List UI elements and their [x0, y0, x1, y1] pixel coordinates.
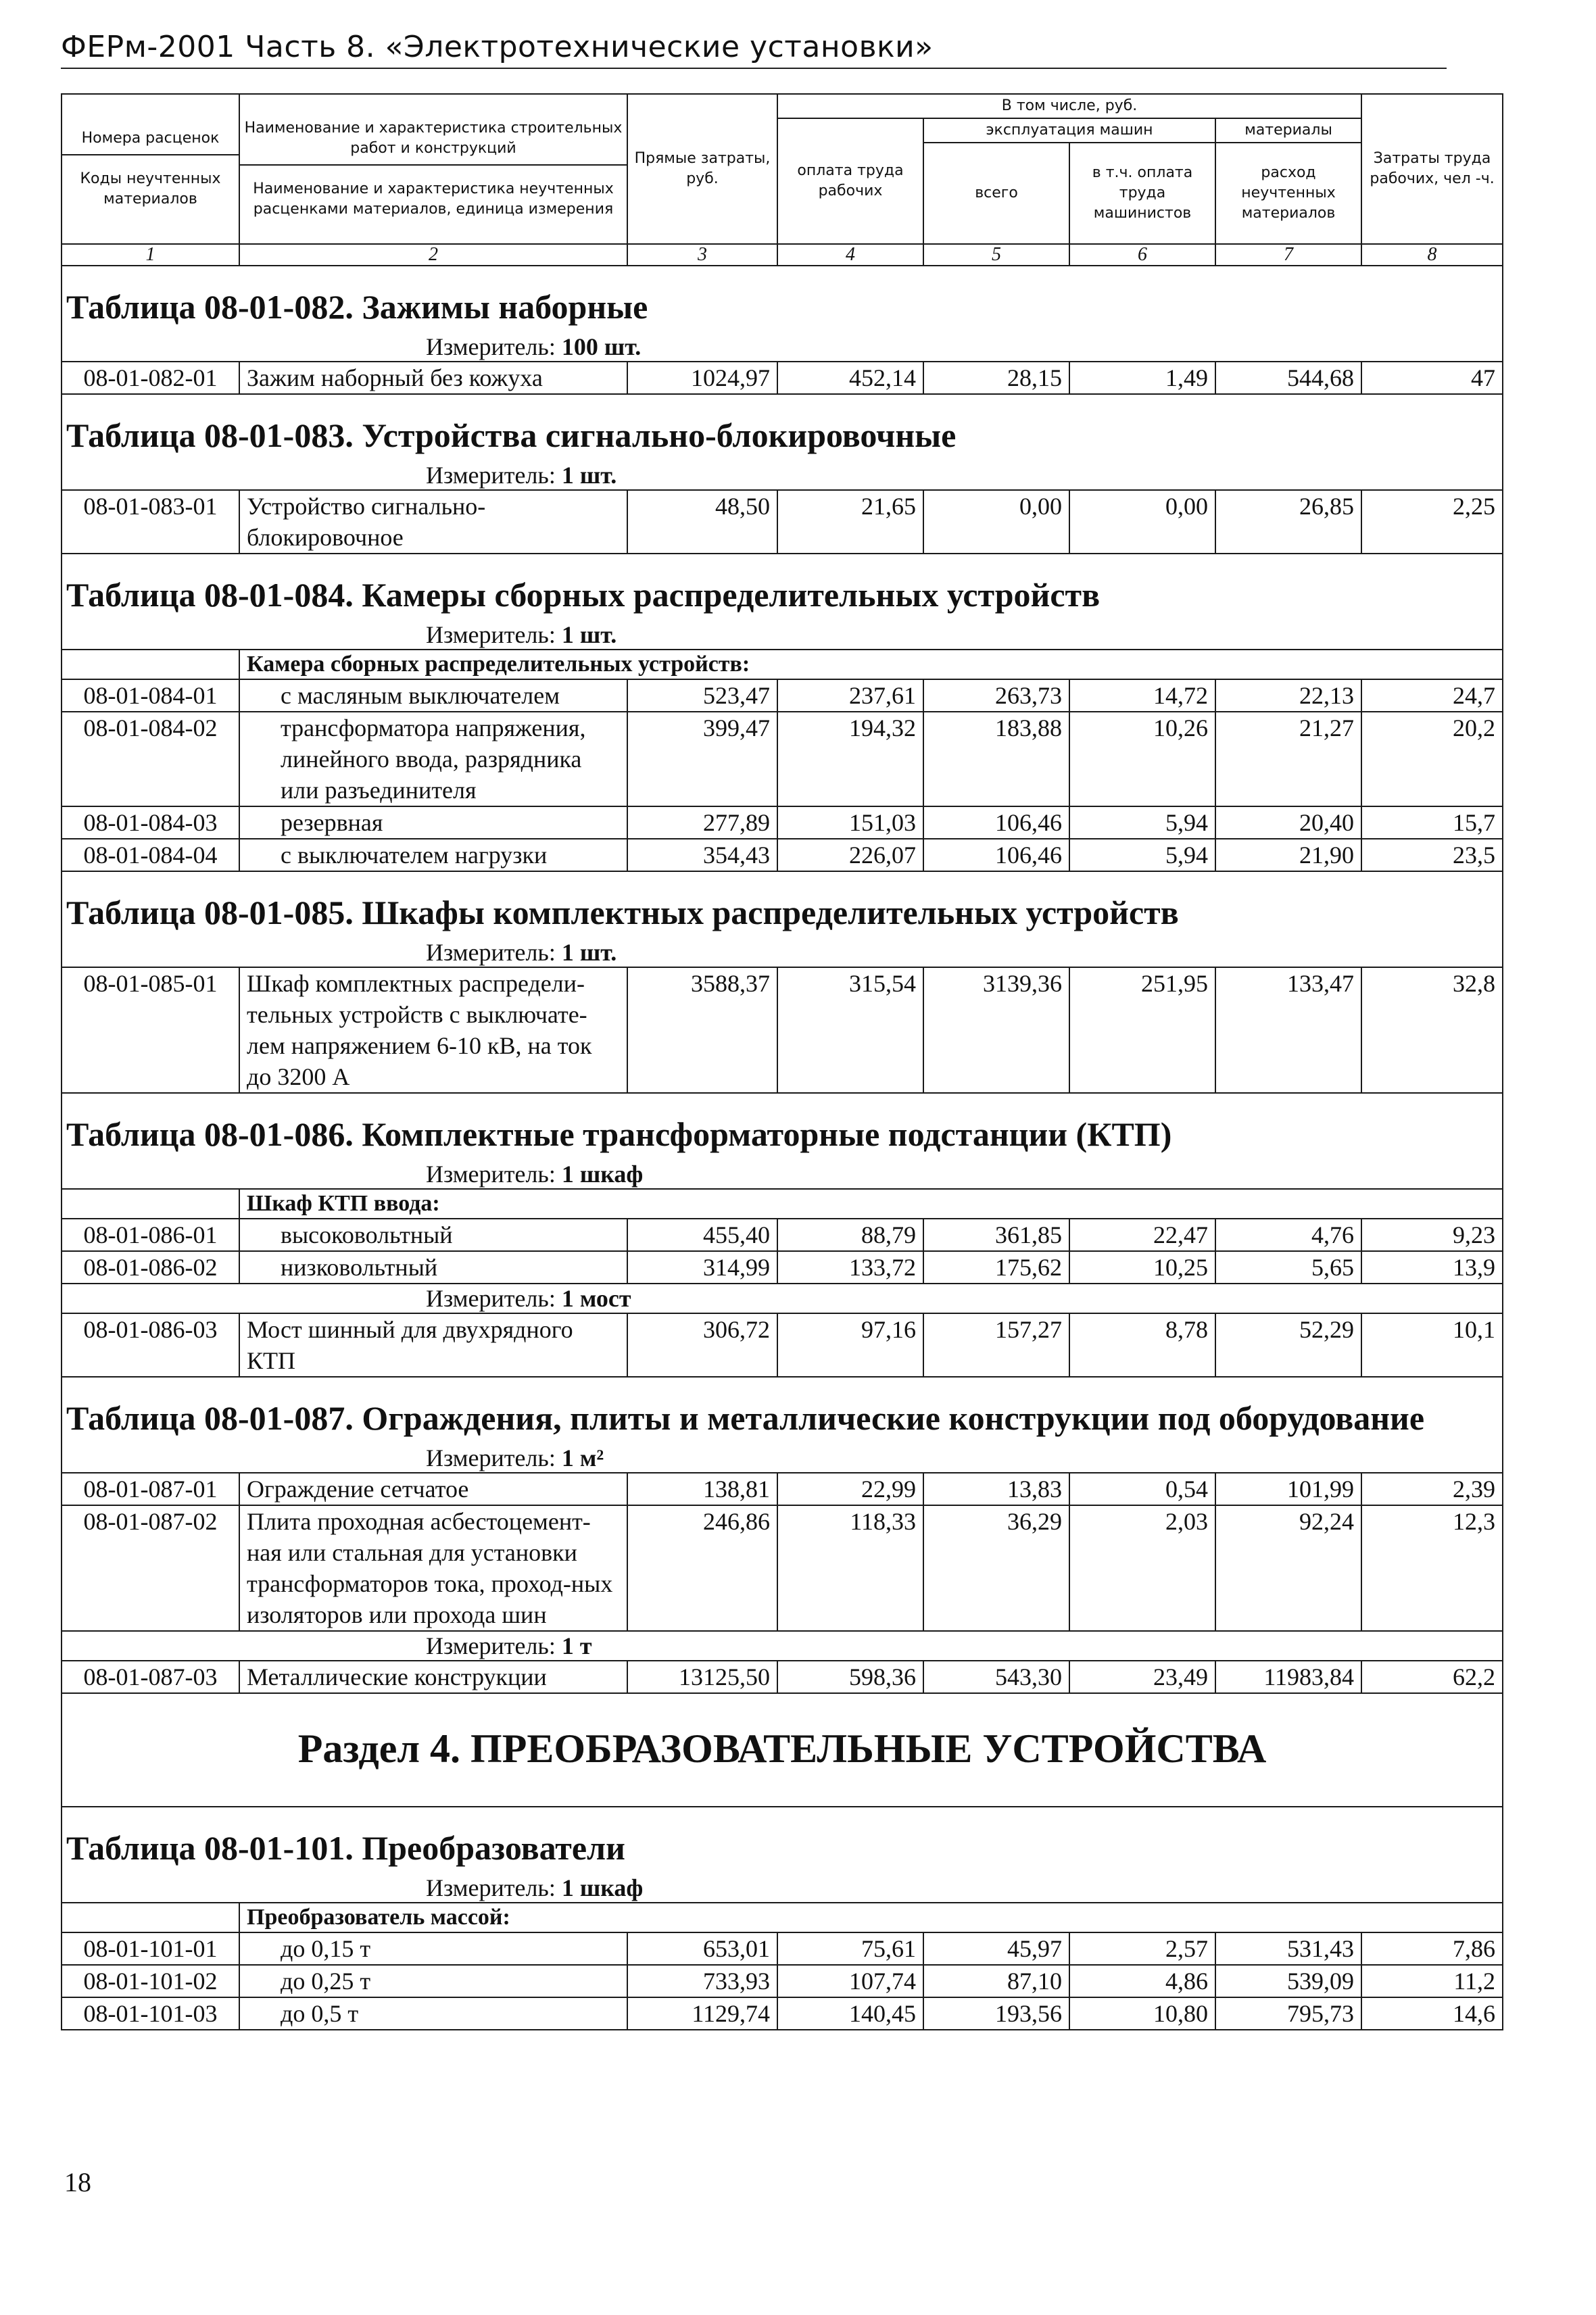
rate-value: 133,72: [777, 1251, 923, 1284]
meter-unit: 1 мост: [561, 1285, 631, 1312]
rate-value: 531,43: [1215, 1932, 1361, 1965]
meter-unit: 1 шт.: [561, 939, 617, 966]
rate-value: 306,72: [627, 1313, 777, 1377]
rate-value: 2,57: [1069, 1932, 1215, 1965]
rate-value: 151,03: [777, 806, 923, 839]
rate-value: 11983,84: [1215, 1661, 1361, 1693]
rate-value: 52,29: [1215, 1313, 1361, 1377]
meter-unit: 1 шкаф: [561, 1161, 644, 1188]
rate-value: 138,81: [627, 1473, 777, 1505]
meter-cell: [239, 1631, 1503, 1661]
rate-value: 36,29: [923, 1505, 1069, 1631]
rate-value: 26,85: [1215, 490, 1361, 554]
rate-value: 9,23: [1361, 1219, 1503, 1251]
rate-value: 543,30: [923, 1661, 1069, 1693]
rate-value: 2,03: [1069, 1505, 1215, 1631]
rate-value: 24,7: [1361, 679, 1503, 712]
rate-value: 314,99: [627, 1251, 777, 1284]
group-spacer: [62, 1903, 239, 1932]
rate-value: 523,47: [627, 679, 777, 712]
column-number: 8: [1361, 244, 1503, 266]
rate-value: 32,8: [1361, 967, 1503, 1093]
rate-code: 08-01-101-03: [62, 1997, 239, 2030]
rate-name: Устройство сигнально-блокировочное: [239, 490, 627, 554]
rate-value: 263,73: [923, 679, 1069, 712]
meter-spacer: [62, 1284, 239, 1313]
rate-code: 08-01-101-02: [62, 1965, 239, 1997]
rate-value: 21,65: [777, 490, 923, 554]
page-header: [61, 27, 1447, 69]
rate-value: 226,07: [777, 839, 923, 871]
table-row: [62, 1313, 1503, 1377]
rate-value: 107,74: [777, 1965, 923, 1997]
rate-value: 2,39: [1361, 1473, 1503, 1505]
rate-value: 361,85: [923, 1219, 1069, 1251]
column-number: 3: [627, 244, 777, 266]
column-number: 7: [1215, 244, 1361, 266]
meter-label: Измеритель:: [426, 333, 556, 360]
group-title: Камера сборных распределительных устройств:: [239, 650, 1503, 679]
rate-name: Шкаф комплектных распредели-тельных устройств с выключате-лем напряжением 6-10 кВ, на ток до 3200 А: [239, 967, 627, 1093]
meter-unit: 1 шт.: [561, 621, 617, 648]
meter-spacer: [62, 1160, 239, 1189]
rate-value: 22,47: [1069, 1219, 1215, 1251]
meter-label: Измеритель:: [426, 1444, 556, 1471]
table-title-row: [62, 871, 1503, 938]
header-work-name: Наименование и характеристика строительных работ и конструкций: [244, 120, 623, 157]
meter-gap: [556, 1444, 562, 1471]
rate-name: с выключателем нагрузки: [239, 839, 627, 871]
rate-value: 10,26: [1069, 712, 1215, 806]
header-rate-number: Номера расценок: [81, 130, 220, 147]
rate-name: резервная: [239, 806, 627, 839]
rate-code: 08-01-086-03: [62, 1313, 239, 1377]
header-unaccounted-consumption: расход неучтенных материалов: [1215, 143, 1361, 244]
rate-value: 14,6: [1361, 1997, 1503, 2030]
rate-value: 544,68: [1215, 362, 1361, 394]
rate-name: до 0,25 т: [239, 1965, 627, 1997]
table-row: [62, 839, 1503, 871]
table-title: Таблица 08-01-087. Ограждения, плиты и металлические конструкции под оборудование: [62, 1377, 1503, 1444]
meter-label: Измеритель:: [426, 1874, 556, 1901]
rate-value: 175,62: [923, 1251, 1069, 1284]
rate-value: 653,01: [627, 1932, 777, 1965]
rate-value: 28,15: [923, 362, 1069, 394]
column-number: 6: [1069, 244, 1215, 266]
rate-value: 0,54: [1069, 1473, 1215, 1505]
section-title: Раздел 4. ПРЕОБРАЗОВАТЕЛЬНЫЕ УСТРОЙСТВА: [62, 1693, 1503, 1807]
group-spacer: [62, 650, 239, 679]
rate-code: 08-01-084-02: [62, 712, 239, 806]
rate-value: 75,61: [777, 1932, 923, 1965]
group-row: [62, 1189, 1503, 1219]
meter-row: [62, 620, 1503, 650]
rate-code: 08-01-084-03: [62, 806, 239, 839]
meter-label: Измеритель:: [426, 1161, 556, 1188]
rate-code: 08-01-101-01: [62, 1932, 239, 1965]
table-header-row: [62, 94, 1503, 118]
rate-value: 157,27: [923, 1313, 1069, 1377]
rate-value: 183,88: [923, 712, 1069, 806]
table-row: [62, 1965, 1503, 1997]
rate-value: 11,2: [1361, 1965, 1503, 1997]
table-row: [62, 806, 1503, 839]
rate-value: 87,10: [923, 1965, 1069, 1997]
rate-value: 733,93: [627, 1965, 777, 1997]
rate-name: Зажим наборный без кожуха: [239, 362, 627, 394]
meter-label: Измеритель:: [426, 939, 556, 966]
rate-code: 08-01-082-01: [62, 362, 239, 394]
rate-value: 118,33: [777, 1505, 923, 1631]
rate-value: 795,73: [1215, 1997, 1361, 2030]
table-row: [62, 1251, 1503, 1284]
rate-value: 237,61: [777, 679, 923, 712]
meter-unit: 1 м²: [561, 1444, 604, 1471]
rate-name: высоковольтный: [239, 1219, 627, 1251]
table-row: [62, 967, 1503, 1093]
rate-value: 1129,74: [627, 1997, 777, 2030]
rate-name: низковольтный: [239, 1251, 627, 1284]
table-title-row: [62, 394, 1503, 461]
meter-row: [62, 461, 1503, 490]
meter-unit: 1 шкаф: [561, 1874, 644, 1901]
rate-value: 133,47: [1215, 967, 1361, 1093]
rate-name: с масляным выключателем: [239, 679, 627, 712]
rate-value: 3588,37: [627, 967, 777, 1093]
header-direct-costs: Прямые затраты, руб.: [627, 94, 777, 244]
rate-value: 3139,36: [923, 967, 1069, 1093]
meter-spacer: [62, 333, 239, 362]
rate-value: 1,49: [1069, 362, 1215, 394]
header-unaccounted-names: Наименование и характеристика неучтенных расценками материалов, единица измерения: [240, 164, 627, 220]
rate-value: 354,43: [627, 839, 777, 871]
rate-value: 539,09: [1215, 1965, 1361, 1997]
rate-value: 23,5: [1361, 839, 1503, 871]
rate-code: 08-01-085-01: [62, 967, 239, 1093]
column-number: 5: [923, 244, 1069, 266]
rate-value: 2,25: [1361, 490, 1503, 554]
header-incl: В том числе, руб.: [777, 94, 1361, 118]
rate-value: 4,76: [1215, 1219, 1361, 1251]
meter-unit: 1 т: [561, 1632, 592, 1659]
meter-gap: [556, 1285, 562, 1312]
group-row: [62, 1903, 1503, 1932]
table-row: [62, 1661, 1503, 1693]
rate-value: 13,9: [1361, 1251, 1503, 1284]
meter-row: [62, 1160, 1503, 1189]
table-title: Таблица 08-01-101. Преобразователи: [62, 1807, 1503, 1874]
meter-spacer: [62, 1631, 239, 1661]
meter-cell: [239, 1874, 1503, 1903]
table-title: Таблица 08-01-085. Шкафы комплектных распределительных устройств: [62, 871, 1503, 938]
rate-value: 455,40: [627, 1219, 777, 1251]
meter-row: [62, 1444, 1503, 1473]
rate-name: Мост шинный для двухрядного КТП: [239, 1313, 627, 1377]
meter-label: Измеритель:: [426, 462, 556, 489]
rate-name: до 0,15 т: [239, 1932, 627, 1965]
column-number: 4: [777, 244, 923, 266]
rate-value: 251,95: [1069, 967, 1215, 1093]
rate-code: 08-01-086-02: [62, 1251, 239, 1284]
rate-value: 13,83: [923, 1473, 1069, 1505]
rate-name: Плита проходная асбестоцемент-ная или стальная для установки трансформаторов тока, проход-ных изоляторов или прохода шин: [239, 1505, 627, 1631]
rate-value: 47: [1361, 362, 1503, 394]
group-row: [62, 650, 1503, 679]
rate-name: до 0,5 т: [239, 1997, 627, 2030]
meter-gap: [556, 333, 562, 360]
rate-code: 08-01-084-04: [62, 839, 239, 871]
table-row: [62, 1932, 1503, 1965]
header-labor-hours: Затраты труда рабочих, чел -ч.: [1361, 94, 1503, 244]
rate-value: 10,25: [1069, 1251, 1215, 1284]
rate-name: трансформатора напряжения, линейного ввода, разрядника или разъединителя: [239, 712, 627, 806]
header-labor-pay: оплата труда рабочих: [777, 118, 923, 244]
page-header-title: ФЕРм-2001 Часть 8. «Электротехнические установки»: [61, 30, 934, 64]
rate-code: 08-01-087-01: [62, 1473, 239, 1505]
rate-name: Ограждение сетчатое: [239, 1473, 627, 1505]
meter-spacer: [62, 461, 239, 490]
table-row: [62, 490, 1503, 554]
group-title: Преобразователь массой:: [239, 1903, 1503, 1932]
rate-value: 14,72: [1069, 679, 1215, 712]
rate-code: 08-01-084-01: [62, 679, 239, 712]
rate-value: 21,27: [1215, 712, 1361, 806]
meter-cell: [239, 333, 1503, 362]
meter-unit: 1 шт.: [561, 462, 617, 489]
table-row: [62, 1505, 1503, 1631]
meter-gap: [556, 1874, 562, 1901]
rate-value: 5,94: [1069, 806, 1215, 839]
meter-row: [62, 938, 1503, 967]
rates-table: [61, 93, 1503, 2030]
meter-spacer: [62, 1444, 239, 1473]
table-row: [62, 1219, 1503, 1251]
rate-value: 315,54: [777, 967, 923, 1093]
header-machine-op: эксплуатация машин: [923, 118, 1215, 143]
group-title: Шкаф КТП ввода:: [239, 1189, 1503, 1219]
rate-value: 246,86: [627, 1505, 777, 1631]
rate-code: 08-01-087-02: [62, 1505, 239, 1631]
rate-value: 4,86: [1069, 1965, 1215, 1997]
group-spacer: [62, 1189, 239, 1219]
rate-code: 08-01-086-01: [62, 1219, 239, 1251]
rate-code: 08-01-087-03: [62, 1661, 239, 1693]
meter-spacer: [62, 1874, 239, 1903]
table-row: [62, 1473, 1503, 1505]
rate-value: 15,7: [1361, 806, 1503, 839]
rate-value: 13125,50: [627, 1661, 777, 1693]
header-total: всего: [923, 143, 1069, 244]
meter-cell: [239, 1284, 1503, 1313]
rate-value: 23,49: [1069, 1661, 1215, 1693]
rate-value: 0,00: [923, 490, 1069, 554]
section-title-row: [62, 1693, 1503, 1807]
page-number: 18: [64, 2167, 91, 2197]
rate-value: 106,46: [923, 839, 1069, 871]
rate-value: 140,45: [777, 1997, 923, 2030]
column-number: 1: [62, 244, 239, 266]
rate-value: 62,2: [1361, 1661, 1503, 1693]
table-title-row: [62, 266, 1503, 333]
meter-gap: [556, 1161, 562, 1188]
table-title: Таблица 08-01-083. Устройства сигнально-блокировочные: [62, 394, 1503, 461]
meter-label: Измеритель:: [426, 1285, 556, 1312]
meter-row: [62, 1284, 1503, 1313]
rate-value: 22,99: [777, 1473, 923, 1505]
rate-value: 193,56: [923, 1997, 1069, 2030]
rate-value: 399,47: [627, 712, 777, 806]
table-title: Таблица 08-01-086. Комплектные трансформаторные подстанции (КТП): [62, 1093, 1503, 1160]
meter-label: Измеритель:: [426, 621, 556, 648]
rate-value: 45,97: [923, 1932, 1069, 1965]
table-title-row: [62, 554, 1503, 620]
meter-gap: [556, 939, 562, 966]
rate-value: 194,32: [777, 712, 923, 806]
rate-value: 452,14: [777, 362, 923, 394]
rate-value: 22,13: [1215, 679, 1361, 712]
rate-value: 10,80: [1069, 1997, 1215, 2030]
meter-gap: [556, 1632, 562, 1659]
header-unaccounted-codes: Коды неучтенных материалов: [62, 154, 239, 210]
meter-row: [62, 1631, 1503, 1661]
meter-unit: 100 шт.: [561, 333, 642, 360]
rate-value: 48,50: [627, 490, 777, 554]
meter-cell: [239, 938, 1503, 967]
rate-value: 5,65: [1215, 1251, 1361, 1284]
meter-spacer: [62, 620, 239, 650]
table-row: [62, 712, 1503, 806]
rate-value: 277,89: [627, 806, 777, 839]
meter-cell: [239, 620, 1503, 650]
table-title-row: [62, 1093, 1503, 1160]
rate-value: 8,78: [1069, 1313, 1215, 1377]
meter-cell: [239, 1444, 1503, 1473]
table-title: Таблица 08-01-082. Зажимы наборные: [62, 266, 1503, 333]
meter-row: [62, 333, 1503, 362]
meter-gap: [556, 621, 562, 648]
rate-value: 598,36: [777, 1661, 923, 1693]
rate-value: 5,94: [1069, 839, 1215, 871]
rate-value: 88,79: [777, 1219, 923, 1251]
meter-gap: [556, 462, 562, 489]
rate-value: 20,2: [1361, 712, 1503, 806]
rate-value: 101,99: [1215, 1473, 1361, 1505]
column-number: 2: [239, 244, 627, 266]
rate-value: 97,16: [777, 1313, 923, 1377]
table-title-row: [62, 1807, 1503, 1874]
meter-cell: [239, 461, 1503, 490]
header-materials: материалы: [1215, 118, 1361, 143]
table-title: Таблица 08-01-084. Камеры сборных распределительных устройств: [62, 554, 1503, 620]
table-title-row: [62, 1377, 1503, 1444]
rate-name: Металлические конструкции: [239, 1661, 627, 1693]
rate-code: 08-01-083-01: [62, 490, 239, 554]
header-incl-operators: в т.ч. оплата труда машинистов: [1069, 143, 1215, 244]
rate-value: 0,00: [1069, 490, 1215, 554]
rate-value: 92,24: [1215, 1505, 1361, 1631]
meter-label: Измеритель:: [426, 1632, 556, 1659]
table-row: [62, 1997, 1503, 2030]
rate-value: 21,90: [1215, 839, 1361, 871]
rate-value: 10,1: [1361, 1313, 1503, 1377]
rate-value: 106,46: [923, 806, 1069, 839]
table-row: [62, 679, 1503, 712]
meter-spacer: [62, 938, 239, 967]
meter-cell: [239, 1160, 1503, 1189]
rate-value: 1024,97: [627, 362, 777, 394]
meter-row: [62, 1874, 1503, 1903]
rate-value: 12,3: [1361, 1505, 1503, 1631]
rate-value: 20,40: [1215, 806, 1361, 839]
column-numbers-row: [62, 244, 1503, 266]
table-row: [62, 362, 1503, 394]
rate-value: 7,86: [1361, 1932, 1503, 1965]
